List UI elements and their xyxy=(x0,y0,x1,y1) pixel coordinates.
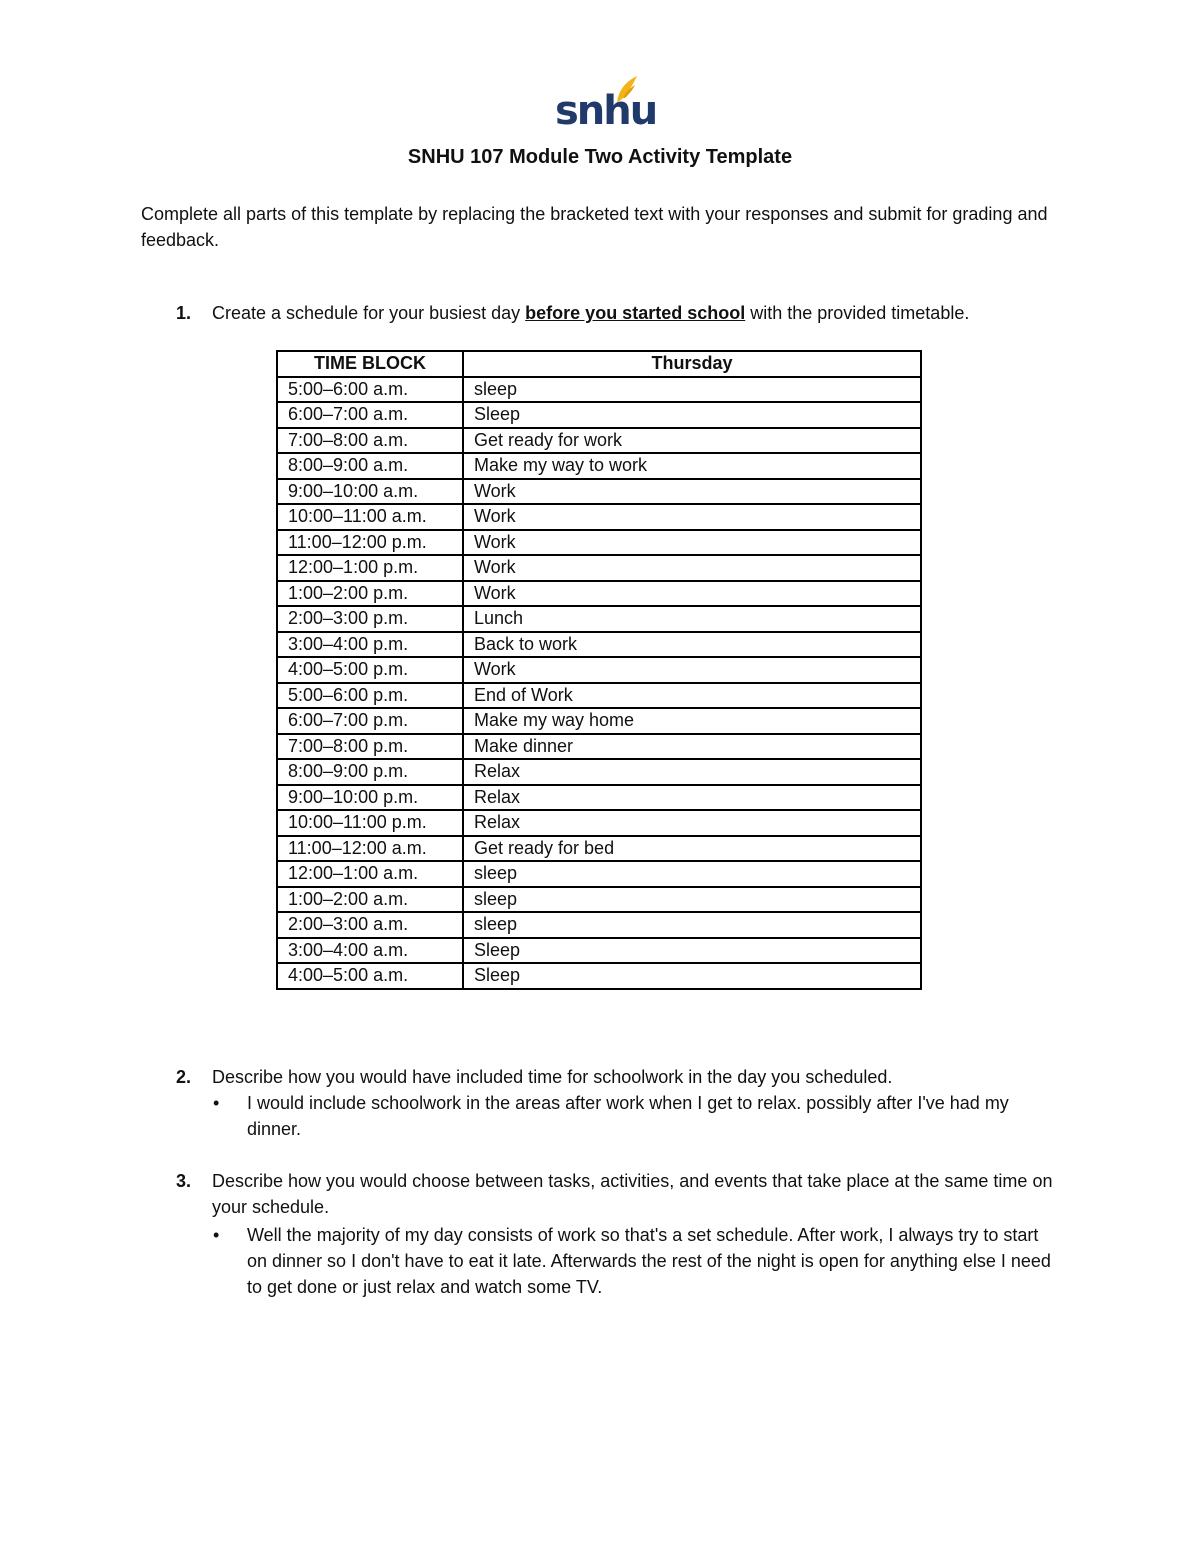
activity-cell: Back to work xyxy=(463,632,921,658)
time-block-cell: 12:00–1:00 a.m. xyxy=(277,861,463,887)
time-block-cell: 8:00–9:00 a.m. xyxy=(277,453,463,479)
activity-cell: Relax xyxy=(463,810,921,836)
time-block-cell: 1:00–2:00 p.m. xyxy=(277,581,463,607)
time-block-cell: 9:00–10:00 a.m. xyxy=(277,479,463,505)
activity-cell: Sleep xyxy=(463,938,921,964)
table-header-row xyxy=(277,351,921,377)
question-text-end: with the provided timetable. xyxy=(745,303,970,323)
time-block-cell: 5:00–6:00 p.m. xyxy=(277,683,463,709)
table-row xyxy=(277,402,921,428)
activity-cell: Work xyxy=(463,581,921,607)
table-row xyxy=(277,657,921,683)
activity-cell: Make my way to work xyxy=(463,453,921,479)
activity-cell: Relax xyxy=(463,759,921,785)
snhu-logo xyxy=(555,72,657,134)
table-row xyxy=(277,530,921,556)
time-block-cell: 2:00–3:00 p.m. xyxy=(277,606,463,632)
table-row xyxy=(277,555,921,581)
activity-cell: Sleep xyxy=(463,402,921,428)
document-title: SNHU 107 Module Two Activity Template xyxy=(407,146,793,168)
time-block-cell: 3:00–4:00 a.m. xyxy=(277,938,463,964)
time-block-cell: 8:00–9:00 p.m. xyxy=(277,759,463,785)
activity-cell: Work xyxy=(463,657,921,683)
table-row xyxy=(277,428,921,454)
header-day: Thursday xyxy=(463,351,921,377)
instructions: Complete all parts of this template by replacing the bracketed text with your responses and submit for grading and feedback. xyxy=(141,204,1048,250)
table-row xyxy=(277,810,921,836)
bullet-icon: • xyxy=(213,1093,220,1113)
table-row xyxy=(277,887,921,913)
time-block-cell: 6:00–7:00 p.m. xyxy=(277,708,463,734)
activity-cell: Sleep xyxy=(463,963,921,989)
table-row xyxy=(277,912,921,938)
activity-cell: Work xyxy=(463,504,921,530)
activity-cell: sleep xyxy=(463,377,921,403)
answer-text: Well the majority of my day consists of work so that's a set schedule. After work, I always try to start on dinner so I don't have to eat it late. Afterwards the rest of the night is open for anything else I need to get done or just relax and watch some TV. xyxy=(247,1225,1051,1297)
activity-cell: Relax xyxy=(463,785,921,811)
time-block-cell: 3:00–4:00 p.m. xyxy=(277,632,463,658)
table-row xyxy=(277,581,921,607)
activity-cell: Work xyxy=(463,479,921,505)
time-block-cell: 11:00–12:00 a.m. xyxy=(277,836,463,862)
activity-cell: End of Work xyxy=(463,683,921,709)
question-text: Describe how you would choose between tasks, activities, and events that take place at the same time on your schedule. xyxy=(212,1171,1053,1217)
question-number: 2. xyxy=(176,1067,192,1087)
time-block-cell: 10:00–11:00 a.m. xyxy=(277,504,463,530)
table-row xyxy=(277,453,921,479)
table-row xyxy=(277,683,921,709)
activity-cell: sleep xyxy=(463,861,921,887)
table-row xyxy=(277,479,921,505)
question-text: Describe how you would have included time for schoolwork in the day you scheduled. xyxy=(212,1067,893,1087)
bullet-icon: • xyxy=(213,1225,220,1245)
question-text-start: Create a schedule for your busiest day xyxy=(212,303,526,323)
table-row xyxy=(277,708,921,734)
time-block-cell: 7:00–8:00 p.m. xyxy=(277,734,463,760)
time-block-cell: 4:00–5:00 a.m. xyxy=(277,963,463,989)
table-row xyxy=(277,938,921,964)
time-block-cell: 2:00–3:00 a.m. xyxy=(277,912,463,938)
table-row xyxy=(277,861,921,887)
time-block-cell: 12:00–1:00 p.m. xyxy=(277,555,463,581)
logo-text: snhu xyxy=(555,88,657,134)
question-text xyxy=(212,300,1062,326)
time-block-cell: 10:00–11:00 p.m. xyxy=(277,810,463,836)
activity-cell: Get ready for bed xyxy=(463,836,921,862)
table-row xyxy=(277,963,921,989)
table-row xyxy=(277,759,921,785)
activity-cell: Lunch xyxy=(463,606,921,632)
time-block-cell: 7:00–8:00 a.m. xyxy=(277,428,463,454)
question-number: 3. xyxy=(176,1171,192,1191)
activity-cell: sleep xyxy=(463,887,921,913)
activity-cell: Get ready for work xyxy=(463,428,921,454)
table-row xyxy=(277,606,921,632)
time-block-cell: 4:00–5:00 p.m. xyxy=(277,657,463,683)
activity-cell: Work xyxy=(463,555,921,581)
activity-cell: sleep xyxy=(463,912,921,938)
question-number: 1. xyxy=(176,303,192,323)
activity-cell: Make my way home xyxy=(463,708,921,734)
emphasis-underlined: before you started school xyxy=(525,303,746,323)
table-row xyxy=(277,734,921,760)
activity-cell: Work xyxy=(463,530,921,556)
time-block-cell: 11:00–12:00 p.m. xyxy=(277,530,463,556)
time-block-cell: 9:00–10:00 p.m. xyxy=(277,785,463,811)
time-block-cell: 1:00–2:00 a.m. xyxy=(277,887,463,913)
table-row xyxy=(277,377,921,403)
table-row xyxy=(277,836,921,862)
answer-text: I would include schoolwork in the areas after work when I get to relax. possibly after I've had my dinner. xyxy=(247,1093,1009,1139)
schedule-body xyxy=(277,377,921,989)
schedule-table xyxy=(276,350,922,990)
time-block-cell: 6:00–7:00 a.m. xyxy=(277,402,463,428)
table-row xyxy=(277,632,921,658)
activity-cell: Make dinner xyxy=(463,734,921,760)
table-row xyxy=(277,785,921,811)
table-row xyxy=(277,504,921,530)
header-time-block: TIME BLOCK xyxy=(277,351,463,377)
time-block-cell: 5:00–6:00 a.m. xyxy=(277,377,463,403)
